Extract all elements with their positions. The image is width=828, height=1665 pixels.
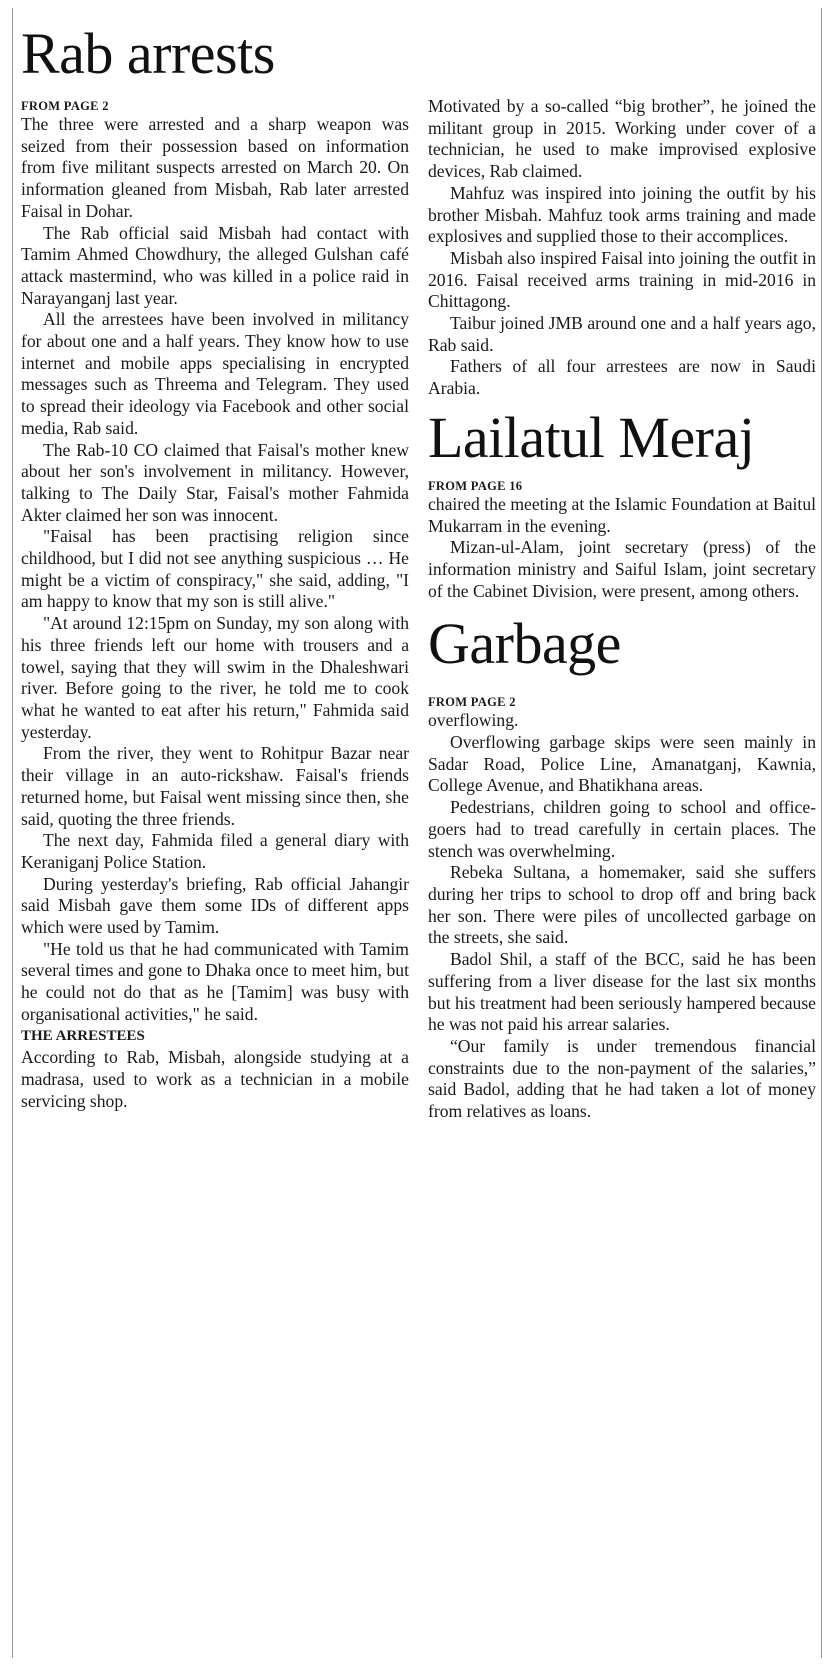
paragraph: "At around 12:15pm on Sunday, my son along with his three friends left our home with trousers and a towel, saying that they will swim in the Dhaleshwari river. Before going to the river, he told me to cook what he wanted to eat after his return," Fahmida said yesterday.	[21, 613, 409, 742]
paragraph: The three were arrested and a sharp weapon was seized from their possession based on information from five militant suspects arrested on March 20. On information gleaned from Misbah, Rab later arrested Faisal in Dohar.	[21, 114, 409, 221]
paragraph: chaired the meeting at the Islamic Foundation at Baitul Mukarram in the evening.	[428, 493, 816, 536]
paragraph: All the arrestees have been involved in militancy for about one and a half years. They know how to use internet and mobile apps specialising in encrypted messages such as Threema and Telegram. They used to spread their ideology via Facebook and other social media, Rab said.	[21, 309, 409, 438]
paragraph: The next day, Fahmida filed a general diary with Keraniganj Police Station.	[21, 830, 409, 872]
paragraph: Badol Shil, a staff of the BCC, said he has been suffering from a liver disease for the last six months but his treatment had been seriously hampered because he was not paid his arrear salaries.	[428, 949, 816, 1035]
jump-line: FROM PAGE 2	[428, 695, 516, 710]
paragraph: “Our family is under tremendous financial constraints due to the non-payment of the salaries,” said Badol, adding that he had taken a lot of money from relatives as loans.	[428, 1035, 816, 1122]
headline-lailatul-meraj: Lailatul Meraj	[428, 404, 755, 470]
paragraph: Rebeka Sultana, a homemaker, said she suffers during her trips to school to drop off and bring back her son. There were piles of uncollected garbage on the streets, she said.	[428, 862, 816, 948]
paragraph: Pedestrians, children going to school and office-goers had to tread carefully in certain places. The stench was overwhelming.	[428, 797, 816, 861]
jump-line: FROM PAGE 16	[428, 478, 523, 493]
paragraph: From the river, they went to Rohitpur Bazar near their village in an auto-rickshaw. Faisal's friends returned home, but Faisal went missing since then, she said, quoting the three friends.	[21, 743, 409, 829]
paragraph: Misbah also inspired Faisal into joining the outfit in 2016. Faisal received arms training in mid-2016 in Chittagong.	[428, 247, 816, 312]
subheading-arrestees: THE ARRESTEES	[21, 1027, 145, 1044]
headline-garbage: Garbage	[428, 611, 621, 677]
paragraph: During yesterday's briefing, Rab official Jahangir said Misbah gave them some IDs of different apps which were used by Tamim.	[21, 873, 409, 938]
paragraph: The Rab official said Misbah had contact with Tamim Ahmed Chowdhury, the alleged Gulshan café attack mastermind, who was killed in a police raid in Narayanganj last year.	[21, 222, 409, 308]
left-column	[21, 8, 409, 1112]
paragraph: "Faisal has been practising religion since childhood, but I did not see anything suspicious … He might be a victim of conspiracy," she said, adding, "I am happy to know that my son is still alive."	[21, 526, 409, 612]
paragraph: According to Rab, Misbah, alongside studying at a madrasa, used to work as a technician in a mobile servicing shop.	[21, 1047, 409, 1111]
right-column	[428, 8, 816, 1123]
paragraph: Overflowing garbage skips were seen mainly in Sadar Road, Police Line, Amanatganj, Kawnia, College Avenue, and Bhatikhana areas.	[428, 732, 816, 796]
jump-line: FROM PAGE 2	[21, 99, 109, 113]
newspaper-page	[12, 8, 822, 1658]
paragraph: Mizan-ul-Alam, joint secretary (press) of the information ministry and Saiful Islam, joint secretary of the Cabinet Division, were present, among others.	[428, 537, 816, 601]
paragraph: Mahfuz was inspired into joining the outfit by his brother Misbah. Mahfuz took arms training and made explosives and supplied those to their accomplices.	[428, 182, 816, 247]
paragraph: "He told us that he had communicated with Tamim several times and gone to Dhaka once to meet him, but he could not do that as he [Tamim] was busy with organisational activities," he said.	[21, 938, 409, 1024]
paragraph: Motivated by a so-called “big brother”, he joined the militant group in 2015. Working under cover of a technician, he used to make improvised explosive devices, Rab claimed.	[428, 96, 816, 182]
paragraph: Taibur joined JMB around one and a half years ago, Rab said.	[428, 313, 816, 355]
paragraph: The Rab-10 CO claimed that Faisal's mother knew about her son's involvement in militancy. However, talking to The Daily Star, Faisal's mother Fahmida Akter claimed her son was innocent.	[21, 439, 409, 525]
headline-rab-arrests: Rab arrests	[21, 21, 275, 86]
paragraph: Fathers of all four arrestees are now in Saudi Arabia.	[428, 356, 816, 399]
paragraph: overflowing.	[428, 710, 519, 731]
